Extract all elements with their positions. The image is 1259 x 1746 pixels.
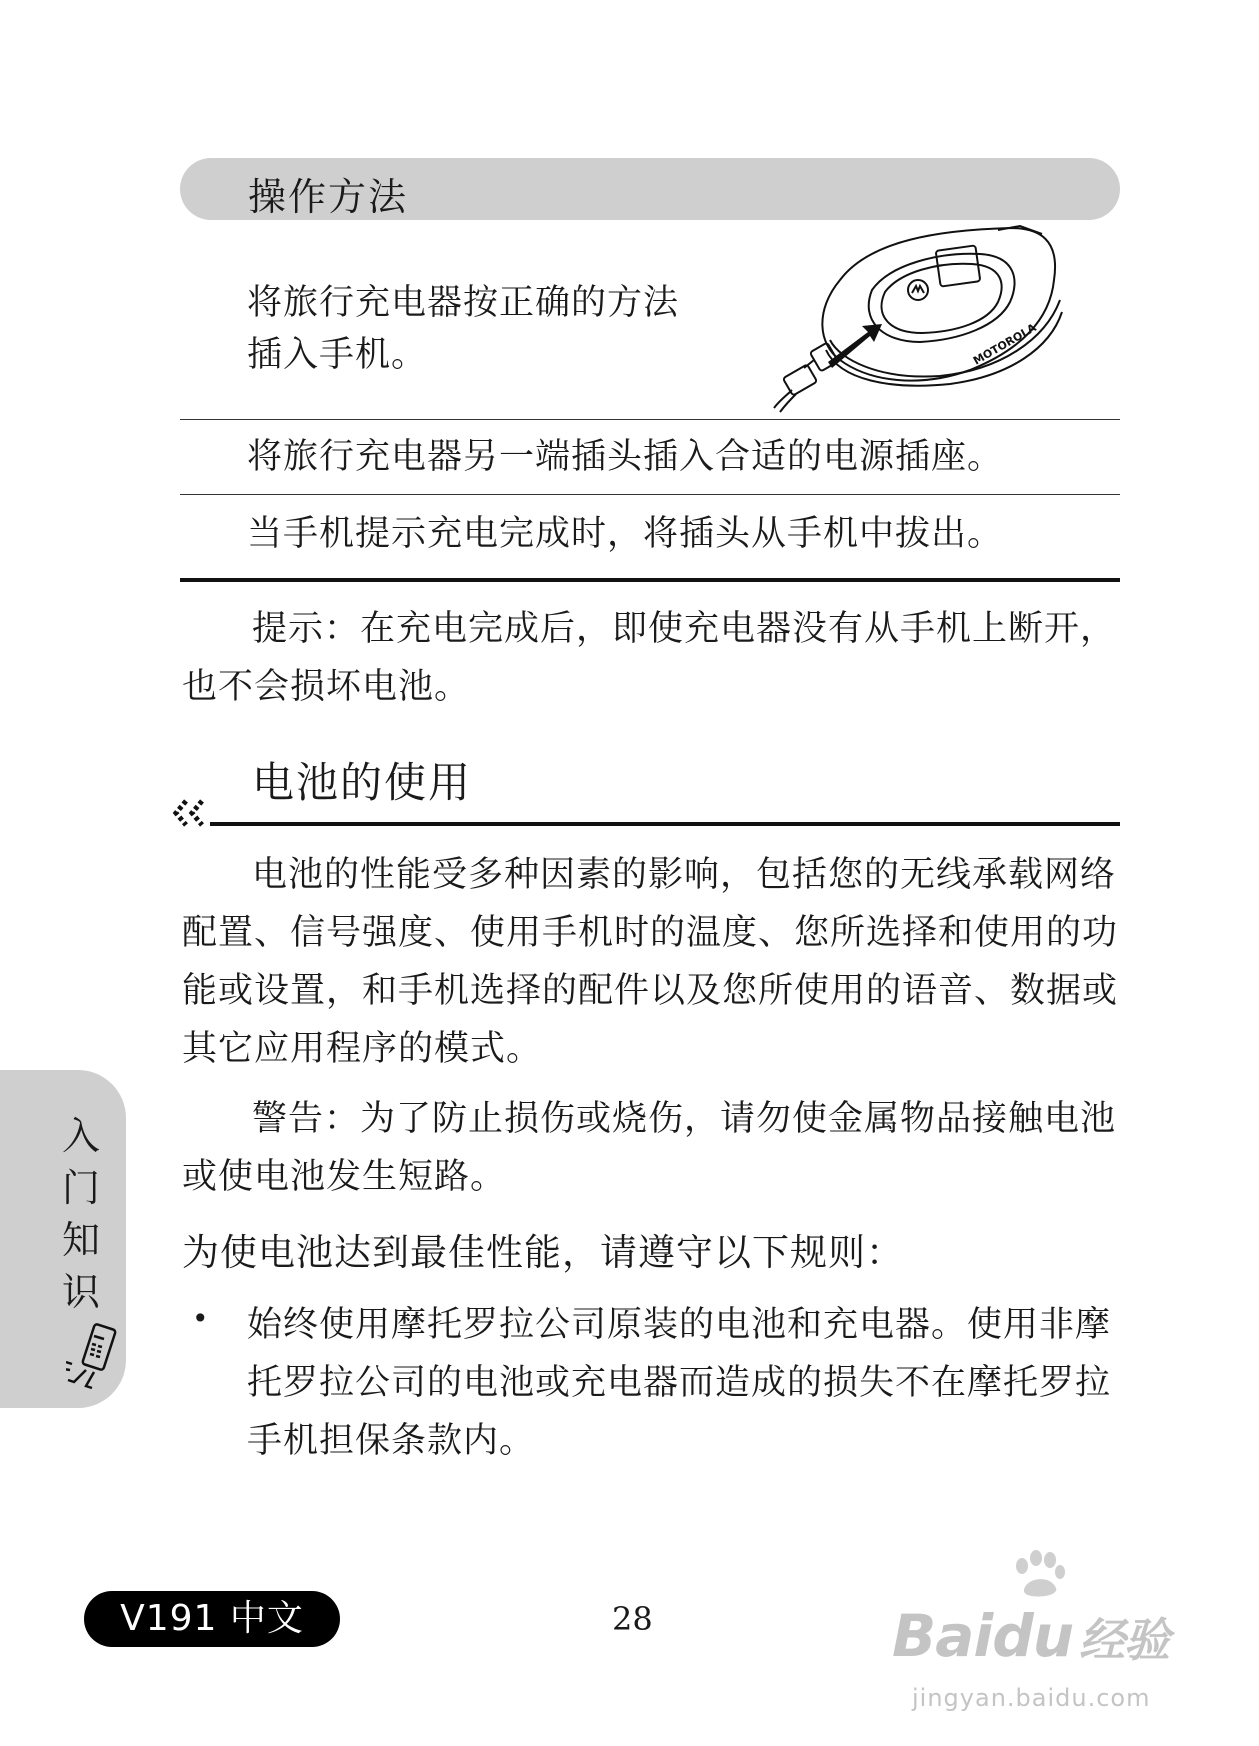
step-1-line-2: 插入手机。 [247,335,428,375]
warning-paragraph: 警告：为了防止损伤或烧伤，请勿使金属物品接触电池或使电池发生短路。 [182,1099,1117,1197]
section-header-title: 操作方法 [248,175,409,219]
baidu-watermark [892,1550,1192,1720]
rules-heading: 为使电池达到最佳性能，请遵守以下规则： [182,1231,904,1274]
phone-brand-text: MOTOROLA [971,321,1039,368]
step-1 [247,277,679,381]
battery-intro-paragraph: 电池的性能受多种因素的影响，包括您的无线承载网络配置、信号强度、使用手机时的温度、您所选择和使用的功能或设置，和手机选择的配件以及您所使用的语音、数据或其它应用程序的模式。 [182,855,1119,1069]
step-2: 将旅行充电器另一端插头插入合适的电源插座。 [247,437,1004,477]
paw-logo-icon [1010,1550,1070,1600]
bullet-item: 始终使用摩托罗拉公司原装的电池和充电器。使用非摩托罗拉公司的电池或充电器而造成的损失不在摩托罗拉手机担保条款内。 [247,1305,1112,1461]
battery-section-title: 电池的使用 [252,758,473,807]
watermark-brand: Baidu [892,1602,1074,1670]
page-number: 28 [612,1600,653,1638]
tip-paragraph: 提示：在充电完成后，即使充电器没有从手机上断开，也不会损坏电池。 [182,609,1117,707]
flip-phone-illustration [770,220,1070,420]
divider [180,419,1120,420]
divider-thick [180,578,1120,582]
step-3: 当手机提示充电完成时，将插头从手机中拔出。 [247,514,1004,554]
divider [180,494,1120,495]
bullet-dot: • [192,1302,209,1335]
battery-title-rule [210,822,1120,826]
watermark-brand-cn: 经验 [1079,1613,1170,1667]
side-tab-char: 识 [61,1270,100,1314]
side-tab-char: 知 [61,1218,100,1262]
watermark-url: jingyan.baidu.com [912,1684,1151,1712]
side-tab [0,1070,126,1408]
section-header-operation [180,158,1120,220]
model-badge: V191 中文 [84,1591,340,1647]
side-tab-char: 门 [61,1166,100,1210]
side-tab-char: 入 [61,1114,100,1158]
running-phone-icon [66,1320,126,1390]
step-1-line-1: 将旅行充电器按正确的方法 [247,283,680,323]
